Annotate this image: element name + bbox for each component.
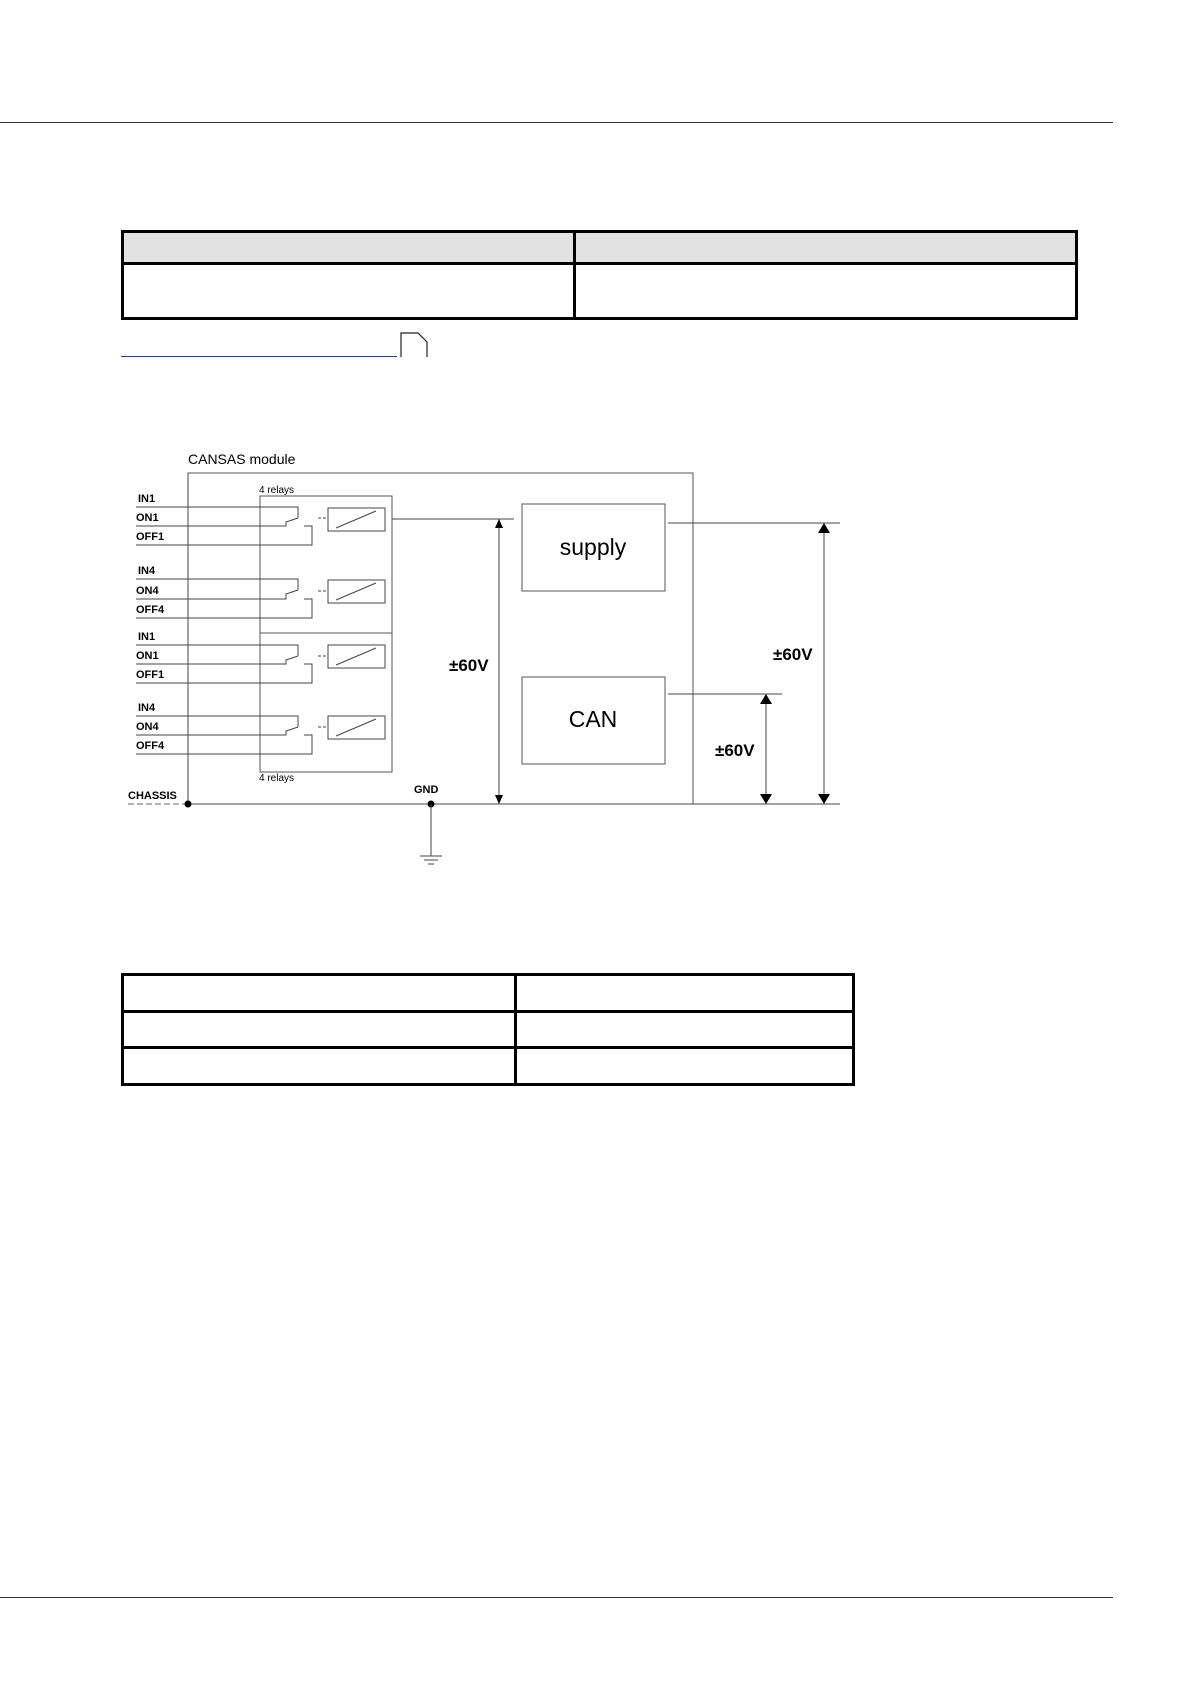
voltage-label-left: ±60V bbox=[449, 656, 489, 675]
relay-block-top bbox=[260, 496, 392, 633]
ground-icon bbox=[420, 804, 442, 864]
channel-in-label: IN1 bbox=[138, 631, 156, 643]
voltage-label-right-inner: ±60V bbox=[715, 741, 755, 760]
voltage-arrow-right-outer bbox=[818, 523, 830, 804]
channel-on-label: ON4 bbox=[136, 721, 159, 733]
relays-bottom-label: 4 relays bbox=[259, 773, 295, 784]
table-row bbox=[123, 1012, 854, 1048]
channel-off-label: OFF4 bbox=[136, 604, 165, 616]
channel-off-label: OFF1 bbox=[136, 531, 165, 543]
table-row bbox=[123, 975, 854, 1012]
relays-top-label: 4 relays bbox=[259, 485, 295, 496]
channel-in-label: IN4 bbox=[138, 702, 156, 714]
table-cell bbox=[123, 1012, 516, 1048]
channel-on-label: ON1 bbox=[136, 512, 159, 524]
table-cell bbox=[516, 975, 854, 1012]
gnd-label: GND bbox=[414, 784, 439, 796]
table-cell bbox=[123, 975, 516, 1012]
channel-in-label: IN4 bbox=[138, 565, 156, 577]
table-cell bbox=[516, 1048, 854, 1085]
channel-on-label: ON4 bbox=[136, 585, 159, 597]
table-cell bbox=[516, 1012, 854, 1048]
voltage-label-right-outer: ±60V bbox=[773, 645, 813, 664]
can-label: CAN bbox=[568, 706, 618, 732]
chassis-label: CHASSIS bbox=[128, 790, 177, 802]
relay-block-bottom bbox=[260, 633, 392, 772]
channel-in-label: IN1 bbox=[138, 493, 156, 505]
channel-on-label: ON1 bbox=[136, 650, 159, 662]
table-cell bbox=[123, 1048, 516, 1085]
voltage-arrow-right-inner bbox=[760, 694, 772, 804]
table-row bbox=[123, 1048, 854, 1085]
voltage-arrow-left bbox=[495, 519, 503, 804]
bottom-table bbox=[121, 973, 855, 1086]
channel-off-label: OFF4 bbox=[136, 740, 165, 752]
chassis-node bbox=[185, 801, 192, 808]
footer-rule bbox=[0, 1597, 1113, 1598]
channel-off-label: OFF1 bbox=[136, 669, 165, 681]
module-title: CANSAS module bbox=[188, 451, 296, 467]
supply-label: supply bbox=[559, 534, 627, 560]
